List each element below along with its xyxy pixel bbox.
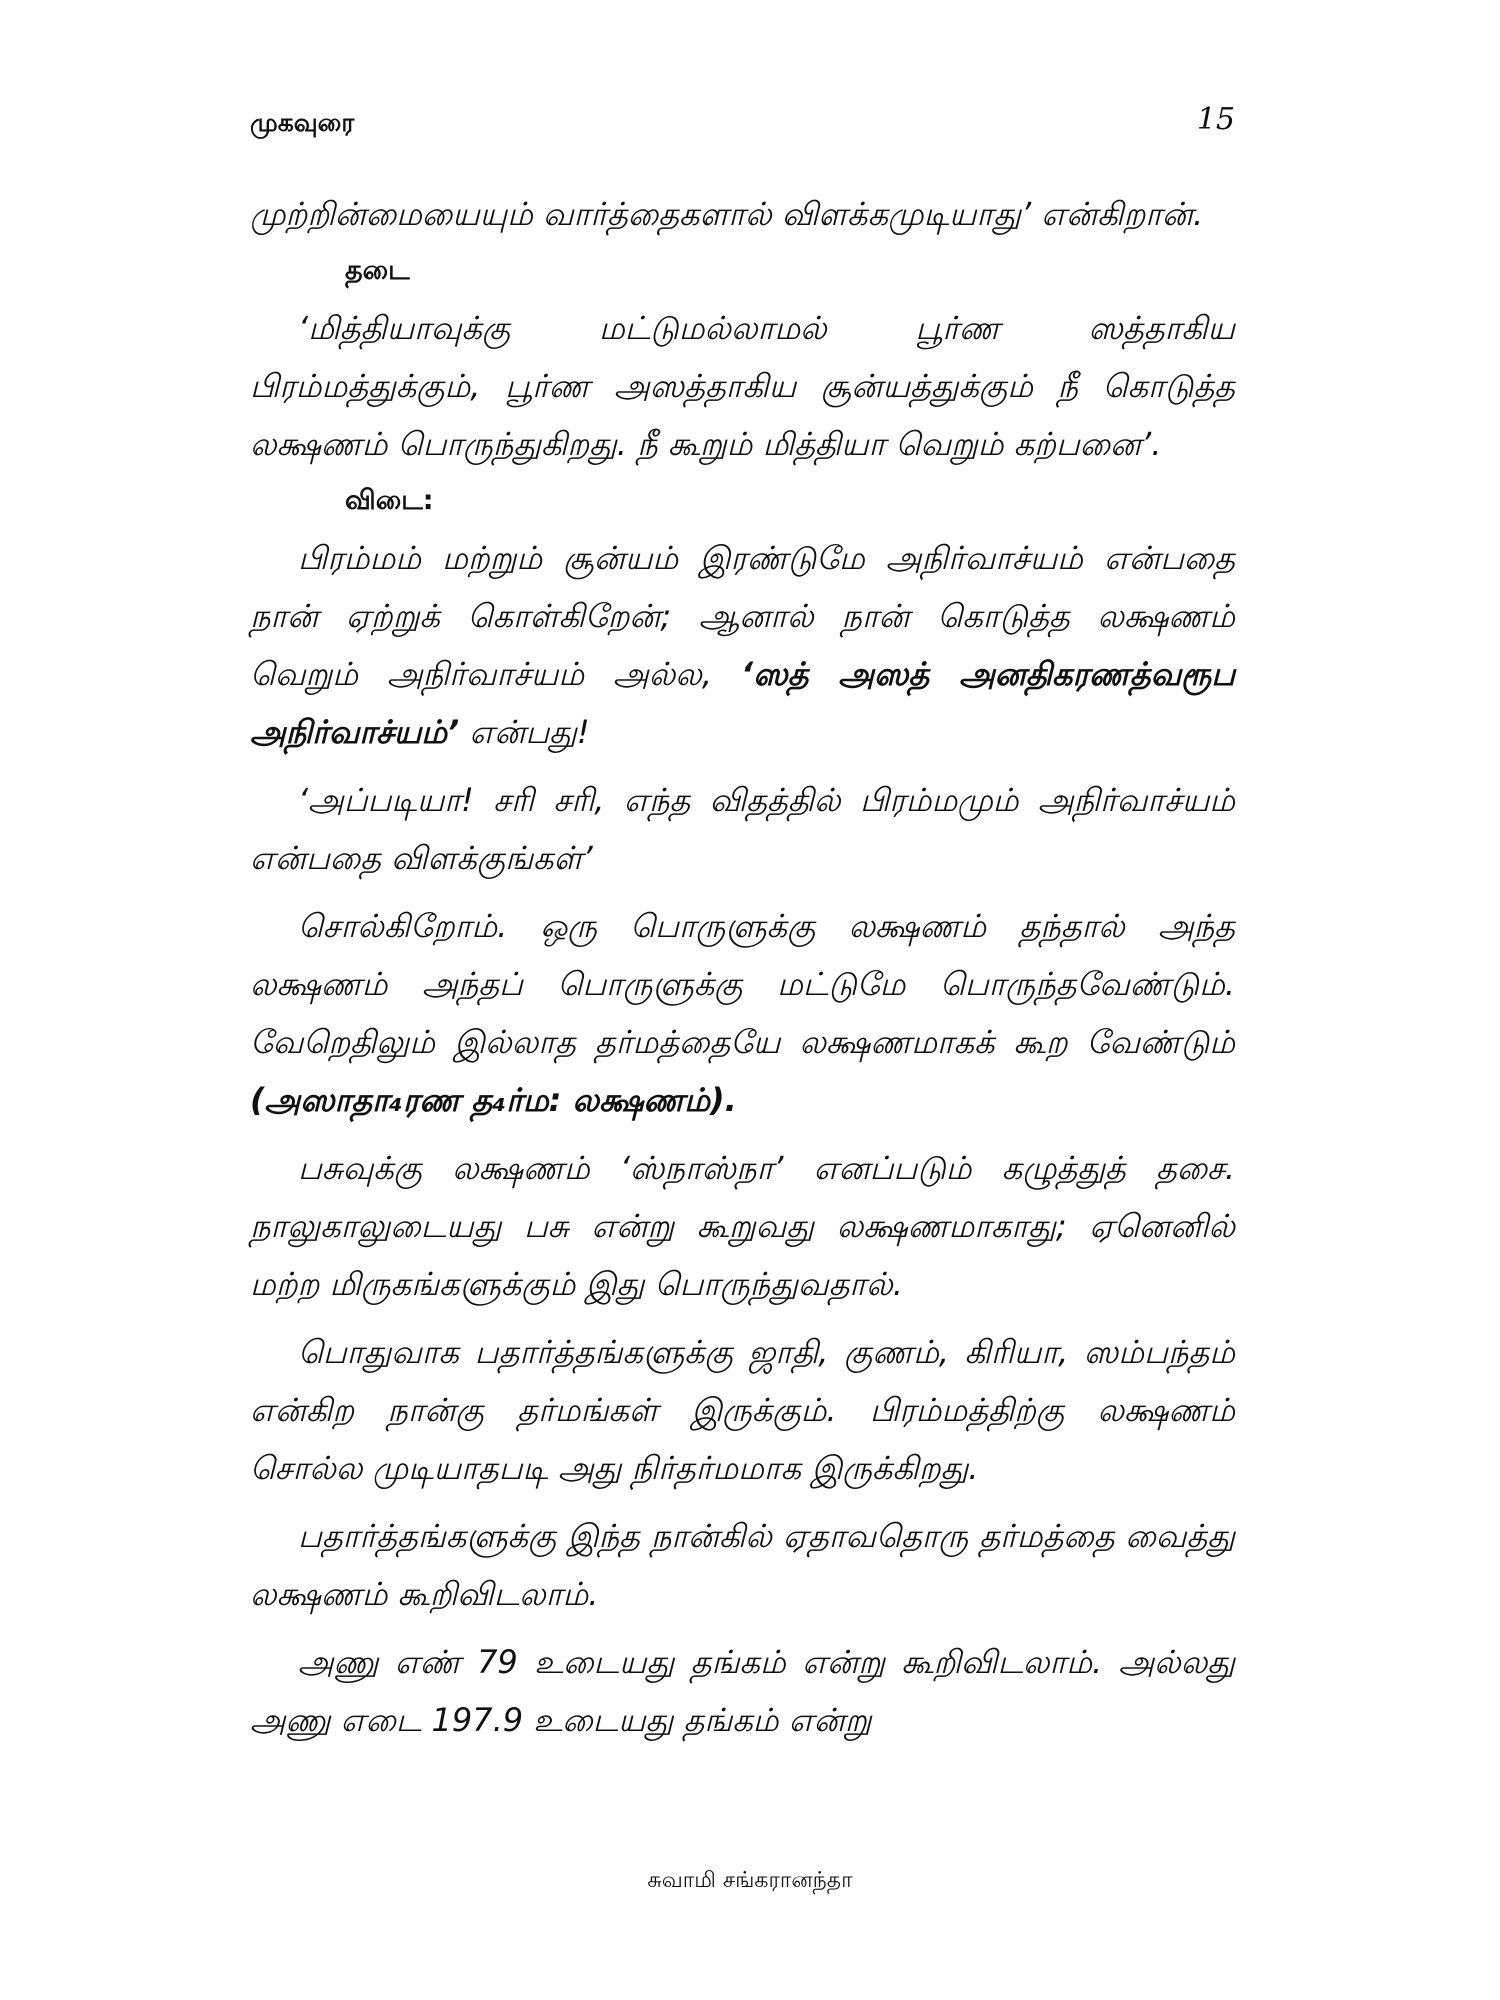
page-footer-author: சுவாமி சங்கரானந்தா (647, 1868, 853, 1893)
paragraph-9: அணு எண் 79 உடையது தங்கம் என்று கூறிவிடலாம். அல்லது அணு எடை 197.9 உடையது தங்கம் என்று (250, 1643, 1235, 1739)
page-content (250, 185, 1235, 1749)
paragraph-5 (250, 897, 1235, 1129)
paragraph-4: ‘அப்படியா! சரி சரி, எந்த விதத்தில் பிரம்மமும் அநிர்வாச்யம் என்பதை விளக்குங்கள்’ (250, 781, 1235, 877)
paragraph-7: பொதுவாக பதார்த்தங்களுக்கு ஜாதி, குணம், கிரியா, ஸம்பந்தம் என்கிற நான்கு தர்மங்கள் இருக்கும். பிரம்மத்திற்கு லக்ஷணம் சொல்ல முடியாதபடி அது நிர்தர்மமாக இருக்கிறது. (250, 1333, 1235, 1487)
paragraph-1: முற்றின்மையையும் வார்த்தைகளால் விளக்கமுடியாது’ என்கிறான். (250, 195, 1204, 233)
paragraph-2: ‘மித்தியாவுக்கு மட்டுமல்லாமல் பூர்ண ஸத்தாகிய பிரம்மத்துக்கும், பூர்ண அஸத்தாகிய சூன்யத்துக்கும் நீ கொடுத்த லக்ஷணம் பொருந்துகிறது. நீ கூறும் மித்தியா வெறும் கற்பனை’. (250, 309, 1235, 463)
paragraph-3 (250, 529, 1235, 761)
heading-objection: தடை (345, 255, 410, 286)
heading-answer: விடை: (345, 485, 434, 516)
page-header (250, 102, 1235, 142)
paragraph-3-bold: ‘ஸத் அஸத் அனதிகரணத்வரூப அநிர்வாச்யம்’ (250, 655, 1236, 751)
paragraph-5-bold: (அஸாதா₄ரண த₄ர்ம: லக்ஷணம்). (250, 1081, 737, 1119)
paragraph-6: பசுவுக்கு லக்ஷணம் ‘ஸ்நாஸ்நா’ எனப்படும் கழுத்துத் தசை. நாலுகாலுடையது பசு என்று கூறுவது லக்ஷணமாகாது; ஏனெனில் மற்ற மிருகங்களுக்கும் இது பொருந்துவதால். (250, 1149, 1235, 1303)
page-number: 15 (1196, 102, 1235, 137)
chapter-title: முகவுரை (250, 108, 355, 137)
paragraph-8: பதார்த்தங்களுக்கு இந்த நான்கில் ஏதாவதொரு தர்மத்தை வைத்து லக்ஷணம் கூறிவிடலாம். (250, 1517, 1235, 1613)
paragraph-3-text-a: பிரம்மம் மற்றும் சூன்யம் இரண்டுமே அநிர்வாச்யம் என்பதை நான் ஏற்றுக் கொள்கிறேன்; ஆனால் நான் கொடுத்த லக்ஷணம் வெறும் அநிர்வாச்யம் அல்ல, (250, 539, 1235, 693)
paragraph-5-text: சொல்கிறோம். ஒரு பொருளுக்கு லக்ஷணம் தந்தால் அந்த லக்ஷணம் அந்தப் பொருளுக்கு மட்டுமே பொருந்தவேண்டும். வேறெதிலும் இல்லாத தர்மத்தையே லக்ஷணமாகக் கூற வேண்டும் (250, 907, 1236, 1061)
paragraph-3-text-b: என்பது! (459, 713, 590, 751)
